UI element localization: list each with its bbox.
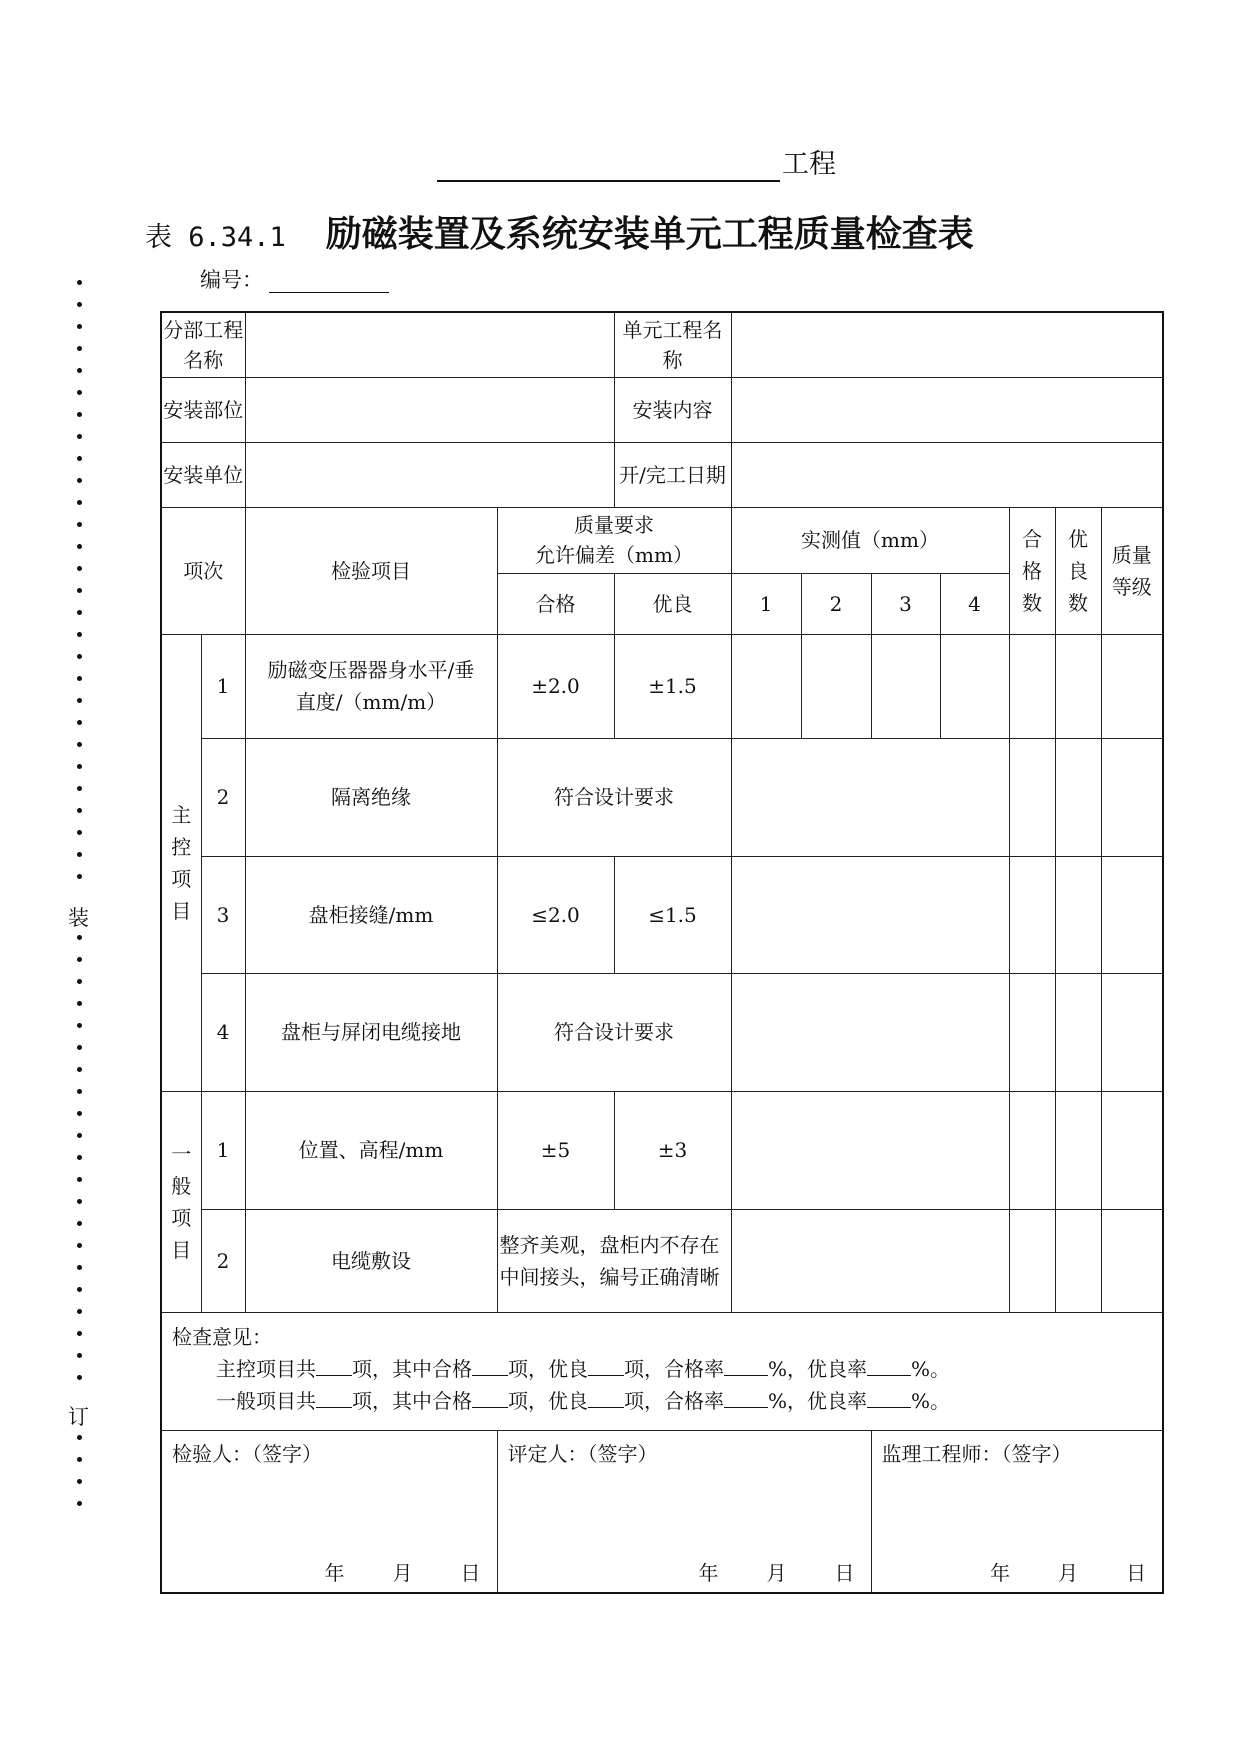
opinion-general-line bbox=[172, 1385, 1152, 1417]
binding-dot bbox=[77, 1067, 82, 1072]
binding-dot bbox=[77, 1045, 82, 1050]
check-item-header: 检验项目 bbox=[245, 507, 497, 634]
general-total-blank[interactable] bbox=[316, 1385, 352, 1408]
general-item-1-excellent: ±3 bbox=[614, 1091, 731, 1209]
binding-dot bbox=[77, 1177, 82, 1182]
binding-dot bbox=[77, 1111, 82, 1116]
main-item-2-name: 隔离绝缘 bbox=[245, 738, 497, 856]
opinion-general-f: %。 bbox=[911, 1388, 951, 1413]
main-item-3-qcount[interactable] bbox=[1009, 856, 1055, 973]
main-item-1-name: 励磁变压器器身水平/垂直度/（mm/m） bbox=[245, 634, 497, 738]
main-item-1-excellent: ±1.5 bbox=[614, 634, 731, 738]
main-qualified-blank[interactable] bbox=[472, 1353, 508, 1376]
signature-row bbox=[161, 1430, 1163, 1593]
binding-dot bbox=[77, 324, 82, 329]
inspector-label: 检验人：（签字） bbox=[172, 1441, 322, 1466]
binding-dot bbox=[77, 808, 82, 813]
main-item-3-grade[interactable] bbox=[1101, 856, 1163, 973]
assessor-date: 年 月 日 bbox=[698, 1561, 855, 1585]
general-item-1-no: 1 bbox=[201, 1091, 245, 1209]
general-item-1-qualified: ±5 bbox=[497, 1091, 614, 1209]
binding-char-zhuang: 装 bbox=[68, 906, 89, 930]
dates-label: 开/完工日期 bbox=[614, 442, 731, 507]
binding-dot bbox=[77, 1435, 82, 1440]
general-item-row-1 bbox=[161, 1091, 1163, 1209]
binding-dot bbox=[77, 1287, 82, 1292]
main-group-text: 主控项目 bbox=[171, 802, 192, 923]
qualified-count-text: 合格数 bbox=[1022, 526, 1042, 615]
main-item-row-3 bbox=[161, 856, 1163, 973]
general-item-2-grade[interactable] bbox=[1101, 1209, 1163, 1312]
general-item-2-requirement: 整齐美观，盘柜内不存在中间接头，编号正确清晰 bbox=[497, 1209, 731, 1312]
main-item-1-no: 1 bbox=[201, 634, 245, 738]
opinion-general-c: 项，优良 bbox=[508, 1388, 588, 1413]
binding-dot bbox=[77, 1155, 82, 1160]
main-item-2-qcount[interactable] bbox=[1009, 738, 1055, 856]
binding-char-ding: 订 bbox=[68, 1405, 89, 1429]
inspector-date: 年 月 日 bbox=[324, 1561, 481, 1585]
binding-dot bbox=[77, 698, 82, 703]
supervisor-sign-cell[interactable] bbox=[871, 1430, 1163, 1593]
main-item-3-excellent: ≤1.5 bbox=[614, 856, 731, 973]
main-item-3-no: 3 bbox=[201, 856, 245, 973]
binding-dot bbox=[77, 1089, 82, 1094]
info-row-2 bbox=[161, 377, 1163, 442]
main-item-2-ecount[interactable] bbox=[1055, 738, 1101, 856]
binding-dot bbox=[77, 874, 82, 879]
main-item-4-grade[interactable] bbox=[1101, 973, 1163, 1091]
general-item-1-ecount[interactable] bbox=[1055, 1091, 1101, 1209]
supervisor-label: 监理工程师：（签字） bbox=[881, 1441, 1072, 1466]
binding-dot bbox=[77, 390, 82, 395]
general-excellent-blank[interactable] bbox=[588, 1385, 624, 1408]
excellent-count-text: 优良数 bbox=[1068, 526, 1088, 615]
binding-dot bbox=[77, 1479, 82, 1484]
binding-dot bbox=[77, 478, 82, 483]
main-total-blank[interactable] bbox=[316, 1353, 352, 1376]
binding-dot bbox=[77, 280, 82, 285]
company-value[interactable] bbox=[245, 442, 614, 507]
binding-dot bbox=[77, 979, 82, 984]
column-header-row-1 bbox=[161, 507, 1163, 573]
binding-dot bbox=[77, 1501, 82, 1506]
main-item-2-no: 2 bbox=[201, 738, 245, 856]
binding-dot bbox=[77, 632, 82, 637]
general-item-row-2 bbox=[161, 1209, 1163, 1312]
opinion-general-a: 一般项目共 bbox=[216, 1388, 316, 1413]
unit-label: 单元工程名称 bbox=[614, 312, 731, 377]
location-value[interactable] bbox=[245, 377, 614, 442]
opinion-general-b: 项，其中合格 bbox=[352, 1388, 472, 1413]
main-item-row-4 bbox=[161, 973, 1163, 1091]
opinion-general-e: %，优良率 bbox=[768, 1388, 868, 1413]
binding-dot bbox=[77, 1375, 82, 1380]
binding-dot bbox=[77, 368, 82, 373]
general-item-1-measured[interactable] bbox=[731, 1091, 1009, 1209]
project-name-blank[interactable] bbox=[437, 150, 780, 182]
binding-line bbox=[66, 280, 96, 1520]
info-row-3 bbox=[161, 442, 1163, 507]
main-item-1-ecount[interactable] bbox=[1055, 634, 1101, 738]
main-item-2-requirement: 符合设计要求 bbox=[497, 738, 731, 856]
opinion-main-d: 项，合格率 bbox=[624, 1356, 724, 1381]
serial-label: 编号： bbox=[200, 268, 263, 292]
binding-dot bbox=[77, 500, 82, 505]
excellent-header: 优良 bbox=[614, 573, 731, 634]
binding-dot bbox=[77, 957, 82, 962]
quality-req-line2: 允许偏差（mm） bbox=[535, 543, 693, 567]
opinion-general-d: 项，合格率 bbox=[624, 1388, 724, 1413]
binding-dot bbox=[77, 786, 82, 791]
main-item-2-measured[interactable] bbox=[731, 738, 1009, 856]
content-value[interactable] bbox=[731, 377, 1163, 442]
measured-3-header: 3 bbox=[871, 573, 940, 634]
binding-dot bbox=[77, 1265, 82, 1270]
opinion-cell bbox=[161, 1312, 1163, 1430]
opinion-main-f: %。 bbox=[911, 1356, 951, 1381]
main-item-3-name: 盘柜接缝/mm bbox=[245, 856, 497, 973]
binding-dot bbox=[77, 302, 82, 307]
general-group-label bbox=[161, 1091, 201, 1312]
measured-1-header: 1 bbox=[731, 573, 801, 634]
main-item-1-m1[interactable] bbox=[731, 634, 801, 738]
quality-grade-header bbox=[1101, 507, 1163, 634]
division-value[interactable] bbox=[245, 312, 614, 377]
main-item-4-ecount[interactable] bbox=[1055, 973, 1101, 1091]
measured-2-header: 2 bbox=[801, 573, 871, 634]
main-item-1-qcount[interactable] bbox=[1009, 634, 1055, 738]
binding-dot bbox=[77, 434, 82, 439]
item-no-header: 项次 bbox=[161, 507, 245, 634]
binding-dot bbox=[77, 1133, 82, 1138]
inspector-sign-cell[interactable] bbox=[161, 1430, 497, 1593]
binding-dot bbox=[77, 830, 82, 835]
general-qrate-blank[interactable] bbox=[724, 1385, 768, 1408]
main-item-4-qcount[interactable] bbox=[1009, 973, 1055, 1091]
binding-dot bbox=[77, 1457, 82, 1462]
general-item-1-qcount[interactable] bbox=[1009, 1091, 1055, 1209]
binding-dot bbox=[77, 654, 82, 659]
assessor-label: 评定人：（签字） bbox=[507, 1441, 658, 1466]
main-item-4-requirement: 符合设计要求 bbox=[497, 973, 731, 1091]
binding-dot bbox=[77, 1023, 82, 1028]
general-item-2-measured[interactable] bbox=[731, 1209, 1009, 1312]
location-label: 安装部位 bbox=[161, 377, 245, 442]
binding-dot bbox=[77, 764, 82, 769]
opinion-row bbox=[161, 1312, 1163, 1430]
general-qualified-blank[interactable] bbox=[472, 1385, 508, 1408]
general-erate-blank[interactable] bbox=[867, 1385, 911, 1408]
binding-dot bbox=[77, 852, 82, 857]
binding-dot bbox=[77, 720, 82, 725]
main-item-1-m4[interactable] bbox=[940, 634, 1009, 738]
page-title bbox=[145, 212, 974, 260]
main-item-1-m3[interactable] bbox=[871, 634, 940, 738]
main-item-4-measured[interactable] bbox=[731, 973, 1009, 1091]
binding-dot bbox=[77, 935, 82, 940]
main-item-row-2 bbox=[161, 738, 1163, 856]
main-erate-blank[interactable] bbox=[867, 1353, 911, 1376]
unit-value[interactable] bbox=[731, 312, 1163, 377]
binding-dots-middle bbox=[77, 935, 83, 1397]
measured-header: 实测值（mm） bbox=[731, 507, 1009, 573]
binding-dot bbox=[77, 588, 82, 593]
binding-dot bbox=[77, 522, 82, 527]
binding-dot bbox=[77, 1353, 82, 1358]
binding-dot bbox=[77, 1243, 82, 1248]
measured-4-header: 4 bbox=[940, 573, 1009, 634]
opinion-main-e: %，优良率 bbox=[768, 1356, 868, 1381]
main-item-3-ecount[interactable] bbox=[1055, 856, 1101, 973]
assessor-sign-cell[interactable] bbox=[497, 1430, 871, 1593]
binding-dot bbox=[77, 1199, 82, 1204]
binding-dot bbox=[77, 1331, 82, 1336]
main-item-2-grade[interactable] bbox=[1101, 738, 1163, 856]
division-label: 分部工程名称 bbox=[161, 312, 245, 377]
content-label: 安装内容 bbox=[614, 377, 731, 442]
general-item-2-name: 电缆敷设 bbox=[245, 1209, 497, 1312]
main-item-row-1 bbox=[161, 634, 1163, 738]
main-item-1-grade[interactable] bbox=[1101, 634, 1163, 738]
quality-req-header bbox=[497, 507, 731, 573]
opinion-main-a: 主控项目共 bbox=[216, 1356, 316, 1381]
main-item-4-no: 4 bbox=[201, 973, 245, 1091]
binding-dot bbox=[77, 676, 82, 681]
binding-dot bbox=[77, 1001, 82, 1006]
quality-req-line1: 质量要求 bbox=[574, 513, 654, 537]
project-name-line bbox=[437, 148, 836, 182]
quality-grade-text: 质量等级 bbox=[1111, 542, 1152, 599]
dates-value[interactable] bbox=[731, 442, 1163, 507]
general-item-1-name: 位置、高程/mm bbox=[245, 1091, 497, 1209]
binding-dot bbox=[77, 566, 82, 571]
serial-blank[interactable] bbox=[269, 270, 389, 293]
general-item-1-grade[interactable] bbox=[1101, 1091, 1163, 1209]
title-text: 励磁装置及系统安装单元工程质量检查表 bbox=[325, 213, 974, 255]
opinion-main-line bbox=[172, 1353, 1152, 1385]
opinion-main-b: 项，其中合格 bbox=[352, 1356, 472, 1381]
main-item-3-measured[interactable] bbox=[731, 856, 1009, 973]
binding-dot bbox=[77, 346, 82, 351]
excellent-count-header bbox=[1055, 507, 1101, 634]
main-item-1-qualified: ±2.0 bbox=[497, 634, 614, 738]
binding-dots-top bbox=[77, 280, 83, 896]
binding-dot bbox=[77, 610, 82, 615]
binding-dot bbox=[77, 1309, 82, 1314]
qualified-count-header bbox=[1009, 507, 1055, 634]
general-item-2-ecount[interactable] bbox=[1055, 1209, 1101, 1312]
general-item-2-no: 2 bbox=[201, 1209, 245, 1312]
inspection-table bbox=[160, 311, 1164, 1594]
opinion-label: 检查意见： bbox=[172, 1324, 272, 1349]
general-item-2-qcount[interactable] bbox=[1009, 1209, 1055, 1312]
table-number: 表 6.34.1 bbox=[145, 222, 286, 253]
binding-dot bbox=[77, 456, 82, 461]
main-item-1-m2[interactable] bbox=[801, 634, 871, 738]
supervisor-date: 年 月 日 bbox=[990, 1561, 1147, 1585]
main-excellent-blank[interactable] bbox=[588, 1353, 624, 1376]
general-group-text: 一般项目 bbox=[171, 1141, 192, 1262]
main-item-3-qualified: ≤2.0 bbox=[497, 856, 614, 973]
binding-dot bbox=[77, 412, 82, 417]
binding-dots-bottom bbox=[77, 1435, 83, 1523]
company-label: 安装单位 bbox=[161, 442, 245, 507]
qualified-header: 合格 bbox=[497, 573, 614, 634]
opinion-main-c: 项，优良 bbox=[508, 1356, 588, 1381]
main-item-4-name: 盘柜与屏闭电缆接地 bbox=[245, 973, 497, 1091]
main-group-label bbox=[161, 634, 201, 1091]
binding-dot bbox=[77, 544, 82, 549]
binding-dot bbox=[77, 1221, 82, 1226]
serial-number bbox=[200, 267, 389, 293]
info-row-1 bbox=[161, 312, 1163, 377]
project-suffix: 工程 bbox=[782, 149, 836, 180]
main-qrate-blank[interactable] bbox=[724, 1353, 768, 1376]
binding-dot bbox=[77, 742, 82, 747]
